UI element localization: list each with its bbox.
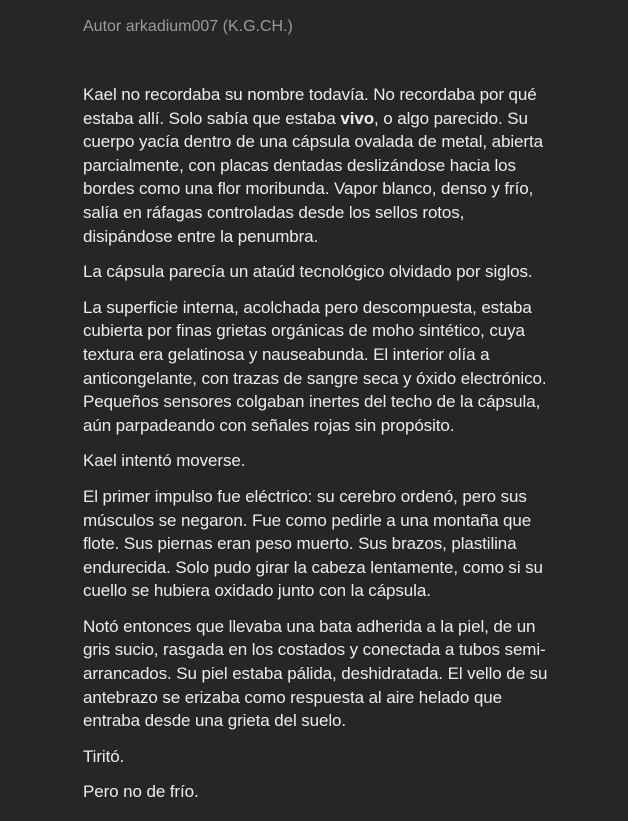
paragraph-1-text-end: , o algo parecido. Su cuerpo yacía dentro de una cápsula ovalada de metal, abierta parcialmente, con placas dentadas deslizándose hacia los bordes como una flor moribunda. Vapor blanco, denso y frío, salía en ráfagas controladas desde los sellos rotos, disipándose entre la penumbra. (83, 108, 543, 246)
paragraph-1-text-start: Kael no recordaba su nombre todavía. No recordaba por qué estaba allí. Solo sabía que estaba (83, 85, 537, 128)
paragraph-8: Pero no de frío. (83, 782, 199, 802)
author-line: Autor arkadium007 (K.G.CH.) (83, 18, 293, 35)
paragraph-3: La superficie interna, acolchada pero descompuesta, estaba cubierta por finas grietas orgánicas de moho sintético, cuya textura era gelatinosa y nauseabunda. El interior olía a anticongelante, con trazas de sangre seca y óxido electrónico. Pequeños sensores colgaban inertes del techo de la cápsula, aún parpadeando con señales rojas sin propósito. (83, 297, 547, 435)
paragraph-2: La cápsula parecía un ataúd tecnológico olvidado por siglos. (83, 262, 533, 282)
paragraph-7: Tiritó. (83, 746, 125, 766)
paragraph-1 (83, 83, 553, 248)
paragraph-5: El primer impulso fue eléctrico: su cerebro ordenó, pero sus músculos se negaron. Fue como pedirle a una montaña que flote. Sus piernas eran peso muerto. Sus brazos, plastilina endurecida. Solo pudo girar la cabeza lentamente, como si su cuello se hubiera oxidado junto con la cápsula. (83, 486, 543, 601)
paragraph-6: Notó entonces que llevaba una bata adherida a la piel, de un gris sucio, rasgada en los costados y conectada a tubos semi-arrancados. Su piel estaba pálida, deshidratada. El vello de su antebrazo se erizaba como respuesta al aire helado que entraba desde una grieta del suelo. (83, 616, 548, 731)
story-body (83, 83, 553, 804)
paragraph-1-bold-word: vivo (340, 108, 374, 128)
paragraph-4: Kael intentó moverse. (83, 451, 246, 471)
